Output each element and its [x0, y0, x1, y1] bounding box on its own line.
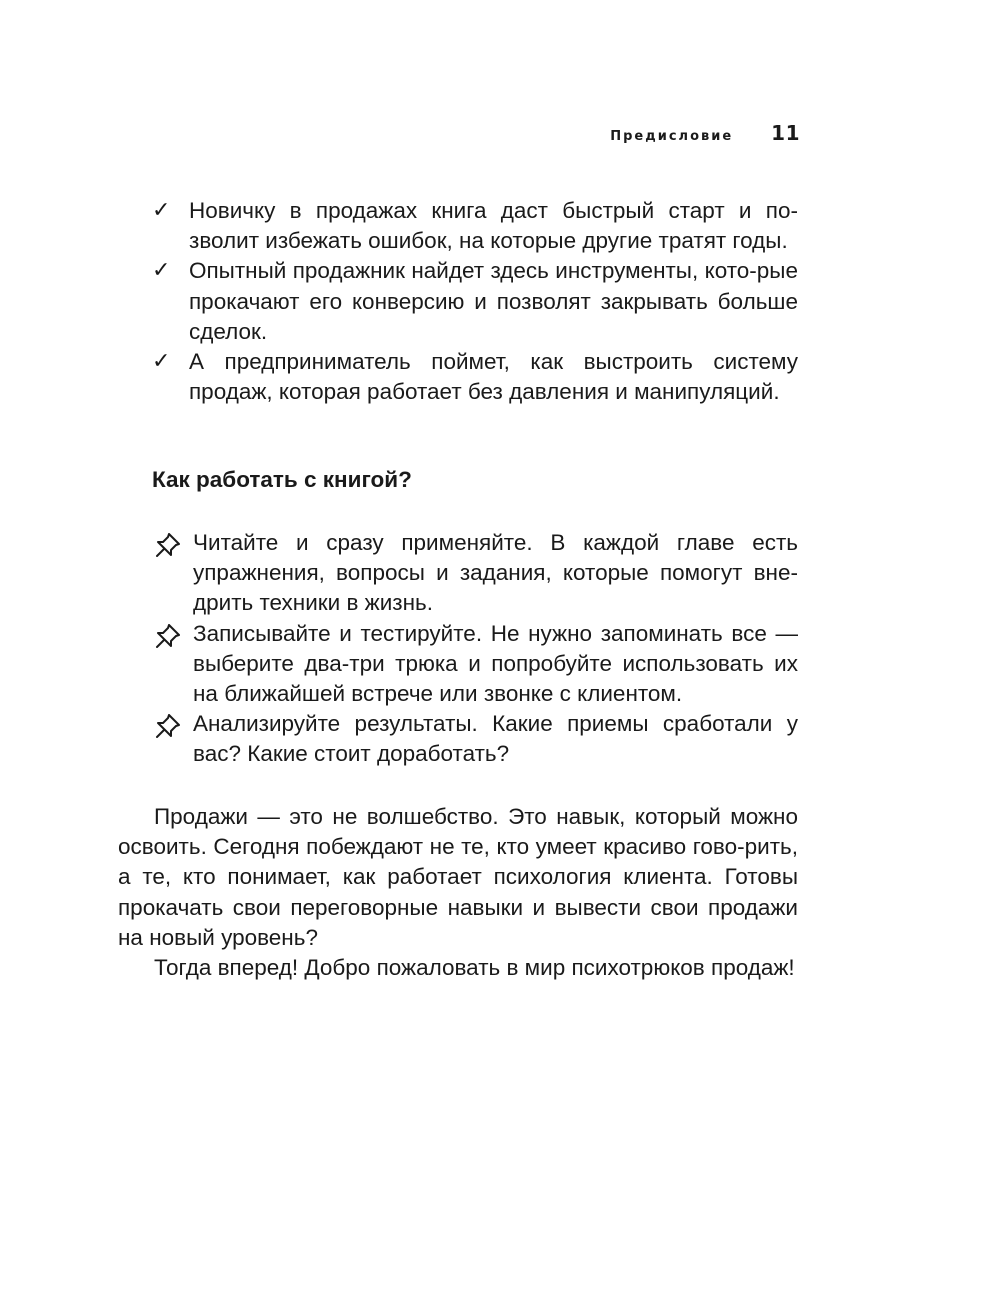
pushpin-icon	[154, 622, 182, 650]
checklist-item-text: Новичку в продажах книга даст быстрый старт и по-зволит избежать ошибок, на которые другие тратят годы.	[189, 198, 798, 254]
howto-item	[152, 619, 798, 710]
checkmark-icon: ✓	[152, 349, 171, 375]
pushpin-icon	[154, 712, 182, 740]
audience-checklist	[152, 196, 798, 407]
closing-paragraph: Тогда вперед! Добро пожаловать в мир психотрюков продаж!	[154, 955, 795, 981]
section-title: Предисловие	[610, 129, 734, 144]
running-header	[560, 121, 800, 151]
checkmark-icon: ✓	[152, 198, 171, 223]
checkmark-icon: ✓	[152, 258, 171, 284]
section-heading: Как работать с книгой?	[152, 467, 412, 492]
pushpin-icon	[154, 531, 182, 559]
closing-paragraph: Продажи — это не волшебство. Это навык, который можно освоить. Сегодня побеждают не те, кто умеет красиво гово-рить, а те, кто понимает, как работает психология клиента. Готовы прокачать свои переговорные навыки и вывести свои продажи на новый уровень?	[118, 804, 798, 950]
checklist-item-text: Опытный продажник найдет здесь инструменты, кото-рые прокачают его конверсию и позволят закрывать больше сделок.	[189, 258, 798, 344]
howto-item	[152, 709, 798, 769]
checklist-item	[152, 256, 798, 347]
checklist-item-text: А предприниматель поймет, как выстроить систему продаж, которая работает без давления и манипуляций.	[189, 349, 798, 405]
closing-text	[118, 802, 798, 983]
howto-item-text: Читайте и сразу применяйте. В каждой главе есть упражнения, вопросы и задания, которые помогут вне-дрить техники в жизнь.	[193, 530, 798, 616]
howto-item-text: Анализируйте результаты. Какие приемы сработали у вас? Какие стоит доработать?	[193, 711, 798, 767]
howto-item-text: Записывайте и тестируйте. Не нужно запоминать все — выберите два-три трюка и попробуйте использовать их на ближайшей встрече или звонке с клиентом.	[193, 620, 798, 707]
checklist-item	[152, 347, 798, 407]
howto-item	[152, 528, 798, 619]
page-number: 11	[771, 121, 800, 145]
howto-list	[152, 528, 798, 770]
checklist-item	[152, 196, 798, 256]
